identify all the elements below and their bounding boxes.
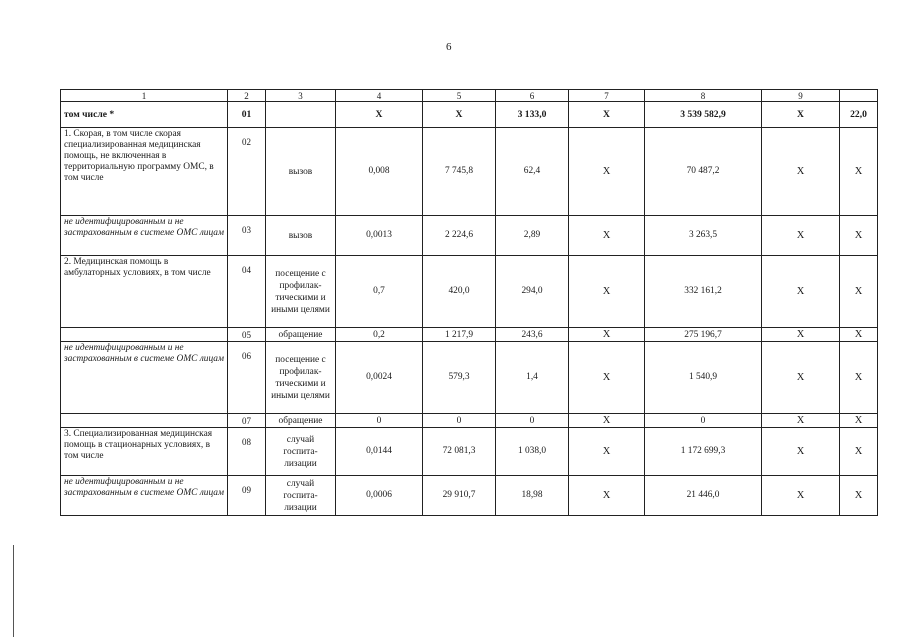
- cell-c5: 3 133,0: [496, 102, 569, 128]
- cell-c9: X: [840, 342, 878, 414]
- row-name-text: 2. Медицинская помощь в амбулаторных условиях, в том числе: [64, 257, 211, 278]
- cell-c7: 1 172 699,3: [645, 428, 762, 476]
- row-name: [61, 256, 228, 328]
- cell-c3: 0,0006: [336, 476, 423, 516]
- row-name-text: не идентифицированным и не застрахованным в системе ОМС лицам: [64, 477, 224, 498]
- cell-c6: X: [569, 414, 645, 428]
- cell-c4: 72 081,3: [423, 428, 496, 476]
- row-code: 01: [228, 102, 266, 128]
- cell-c6: X: [569, 342, 645, 414]
- cell-c4: 0: [423, 414, 496, 428]
- budget-table: [60, 89, 878, 516]
- row-name: [61, 128, 228, 216]
- cell-c3: 0,008: [336, 128, 423, 216]
- cell-c8: X: [762, 256, 840, 328]
- cell-c7: 3 263,5: [645, 216, 762, 256]
- cell-c5: 62,4: [496, 128, 569, 216]
- cell-c9: 22,0: [840, 102, 878, 128]
- row-unit: обращение: [266, 414, 336, 428]
- row-name: [61, 216, 228, 256]
- table-row: [61, 216, 878, 256]
- margin-mark: [13, 545, 14, 637]
- table-row: [61, 256, 878, 328]
- row-unit: посещение с профилак-тическими и иными целями: [266, 256, 336, 328]
- table-row: [61, 328, 878, 342]
- cell-c7: 332 161,2: [645, 256, 762, 328]
- column-number: 3: [266, 90, 336, 102]
- cell-c5: 1 038,0: [496, 428, 569, 476]
- cell-c9: X: [840, 328, 878, 342]
- row-unit: посещение с профилак-тическими и иными целями: [266, 342, 336, 414]
- column-number: 6: [496, 90, 569, 102]
- table-row: [61, 414, 878, 428]
- cell-c4: X: [423, 102, 496, 128]
- cell-c6: X: [569, 216, 645, 256]
- table-row: [61, 128, 878, 216]
- cell-c6: X: [569, 428, 645, 476]
- row-name: [61, 328, 228, 342]
- cell-c5: 243,6: [496, 328, 569, 342]
- cell-c4: 7 745,8: [423, 128, 496, 216]
- cell-c4: 29 910,7: [423, 476, 496, 516]
- cell-c4: 420,0: [423, 256, 496, 328]
- row-unit: случай госпита-лизации: [266, 476, 336, 516]
- column-number: 9: [762, 90, 840, 102]
- row-code: 03: [228, 216, 266, 256]
- row-unit: вызов: [266, 128, 336, 216]
- row-code: 05: [228, 328, 266, 342]
- cell-c3: 0: [336, 414, 423, 428]
- cell-c3: 0,0144: [336, 428, 423, 476]
- cell-c7: 70 487,2: [645, 128, 762, 216]
- cell-c8: X: [762, 216, 840, 256]
- cell-c4: 579,3: [423, 342, 496, 414]
- column-number-row: [61, 90, 878, 102]
- row-code: 06: [228, 342, 266, 414]
- column-number: 2: [228, 90, 266, 102]
- cell-c9: X: [840, 476, 878, 516]
- row-name: [61, 414, 228, 428]
- cell-c7: 1 540,9: [645, 342, 762, 414]
- cell-c9: X: [840, 128, 878, 216]
- cell-c8: X: [762, 328, 840, 342]
- row-name-text: 3. Специализированная медицинская помощь в стационарных условиях, в том числе: [64, 429, 213, 461]
- row-unit: вызов: [266, 216, 336, 256]
- table-row: [61, 476, 878, 516]
- cell-c9: X: [840, 256, 878, 328]
- row-name-text: не идентифицированным и не застрахованным в системе ОМС лицам: [64, 343, 224, 364]
- cell-c7: 21 446,0: [645, 476, 762, 516]
- cell-c8: X: [762, 414, 840, 428]
- column-number: 4: [336, 90, 423, 102]
- column-number: 7: [569, 90, 645, 102]
- cell-c8: X: [762, 102, 840, 128]
- row-name: [61, 476, 228, 516]
- cell-c6: X: [569, 102, 645, 128]
- row-name: [61, 342, 228, 414]
- cell-c5: 0: [496, 414, 569, 428]
- cell-c8: X: [762, 428, 840, 476]
- cell-c9: X: [840, 414, 878, 428]
- row-unit: обращение: [266, 328, 336, 342]
- cell-c6: X: [569, 328, 645, 342]
- cell-c6: X: [569, 128, 645, 216]
- cell-c9: X: [840, 216, 878, 256]
- column-number: 5: [423, 90, 496, 102]
- row-name: [61, 428, 228, 476]
- cell-c5: 2,89: [496, 216, 569, 256]
- cell-c3: X: [336, 102, 423, 128]
- table-row: [61, 102, 878, 128]
- cell-c3: 0,0013: [336, 216, 423, 256]
- cell-c4: 2 224,6: [423, 216, 496, 256]
- cell-c7: 275 196,7: [645, 328, 762, 342]
- row-name-text: том числе *: [64, 109, 115, 120]
- cell-c3: 0,0024: [336, 342, 423, 414]
- cell-c8: X: [762, 128, 840, 216]
- row-code: 07: [228, 414, 266, 428]
- row-name-text: не идентифицированным и не застрахованным в системе ОМС лицам: [64, 217, 224, 238]
- cell-c5: 18,98: [496, 476, 569, 516]
- cell-c7: 3 539 582,9: [645, 102, 762, 128]
- cell-c9: X: [840, 428, 878, 476]
- cell-c3: 0,7: [336, 256, 423, 328]
- cell-c6: X: [569, 256, 645, 328]
- row-name-text: 1. Скорая, в том числе скорая специализированная медицинская помощь, не включенная в территориальную программу ОМС, в том числе: [64, 129, 214, 183]
- cell-c5: 294,0: [496, 256, 569, 328]
- row-name: [61, 102, 228, 128]
- cell-c7: 0: [645, 414, 762, 428]
- row-code: 02: [228, 128, 266, 216]
- cell-c4: 1 217,9: [423, 328, 496, 342]
- column-number: 8: [645, 90, 762, 102]
- row-code: 08: [228, 428, 266, 476]
- column-number: 1: [61, 90, 228, 102]
- cell-c8: X: [762, 342, 840, 414]
- row-code: 09: [228, 476, 266, 516]
- cell-c5: 1,4: [496, 342, 569, 414]
- column-number-extra: [840, 90, 878, 102]
- table-row: [61, 428, 878, 476]
- page-number: 6: [446, 41, 452, 53]
- row-code: 04: [228, 256, 266, 328]
- cell-c8: X: [762, 476, 840, 516]
- row-unit: [266, 102, 336, 128]
- table-row: [61, 342, 878, 414]
- row-unit: случай госпита-лизации: [266, 428, 336, 476]
- cell-c6: X: [569, 476, 645, 516]
- cell-c3: 0,2: [336, 328, 423, 342]
